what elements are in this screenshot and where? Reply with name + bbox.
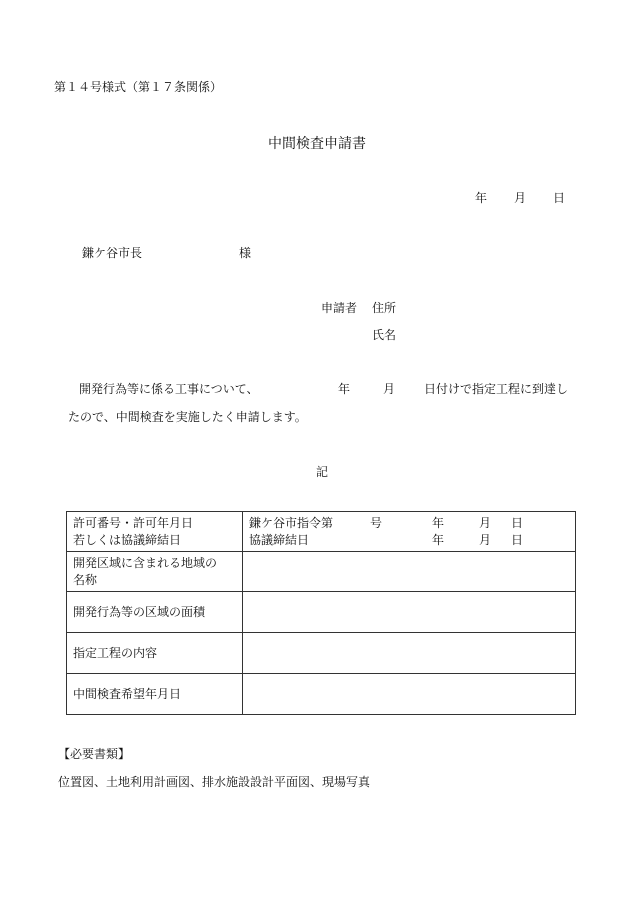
permit-value-1: 鎌ケ谷市指令第: [249, 515, 334, 530]
permit-year-1: 年: [432, 515, 445, 530]
table-row: [67, 552, 576, 592]
form-number: 第１４号様式（第１７条関係）: [54, 80, 223, 94]
permit-value-1-suffix: 号: [370, 515, 383, 530]
permit-label-cell: [67, 512, 243, 552]
permit-label-2: 若しくは協議締結日: [73, 532, 182, 547]
process-content-value-cell[interactable]: [243, 633, 576, 674]
required-docs-heading: 【必要書類】: [58, 747, 131, 761]
permit-day-1: 日: [511, 515, 524, 530]
permit-value-line2: [249, 532, 569, 549]
inspection-date-value-cell[interactable]: [243, 674, 576, 715]
area-name-label-cell: [67, 552, 243, 592]
inspection-table: [66, 511, 576, 715]
permit-value-line1: [249, 515, 569, 532]
date-month: 月: [514, 191, 527, 205]
body-year: 年: [338, 382, 351, 396]
table-row: [67, 674, 576, 715]
applicant-name-label: 氏名: [372, 328, 397, 342]
area-size-value-cell[interactable]: [243, 592, 576, 633]
table-row: [67, 633, 576, 674]
table-row: [67, 592, 576, 633]
date-day: 日: [553, 191, 566, 205]
permit-value-cell[interactable]: [243, 512, 576, 552]
applicant-address-label: 住所: [372, 301, 397, 315]
addressee-name: 鎌ケ谷市長: [82, 246, 143, 260]
permit-year-2: 年: [432, 532, 445, 547]
permit-label-1: 許可番号・許可年月日: [73, 515, 194, 530]
ki-heading: 記: [316, 465, 329, 479]
permit-value-2: 協議締結日: [249, 532, 310, 547]
required-docs-list: 位置図、土地利用計画図、排水施設設計平面図、現場写真: [58, 775, 371, 789]
permit-day-2: 日: [511, 532, 524, 547]
permit-month-1: 月: [479, 515, 492, 530]
area-name-label-2: 名称: [73, 572, 98, 587]
applicant-label: 申請者: [321, 301, 358, 315]
body-line1-suffix: 日付けで指定工程に到達し: [424, 382, 569, 396]
process-content-label: 指定工程の内容: [67, 633, 243, 674]
area-name-label-1: 開発区域に含まれる地域の: [73, 555, 218, 570]
area-name-value-cell[interactable]: [243, 552, 576, 592]
document-title: 中間検査申請書: [268, 136, 366, 152]
body-line2: たので、中間検査を実施したく申請します。: [68, 410, 307, 424]
table-row: [67, 512, 576, 552]
body-month: 月: [383, 382, 396, 396]
date-year: 年: [475, 191, 488, 205]
permit-month-2: 月: [479, 532, 492, 547]
addressee-honorific: 様: [239, 246, 252, 260]
body-line1-prefix: 開発行為等に係る工事について、: [79, 382, 259, 396]
area-size-label: 開発行為等の区域の面積: [67, 592, 243, 633]
inspection-date-label: 中間検査希望年月日: [67, 674, 243, 715]
